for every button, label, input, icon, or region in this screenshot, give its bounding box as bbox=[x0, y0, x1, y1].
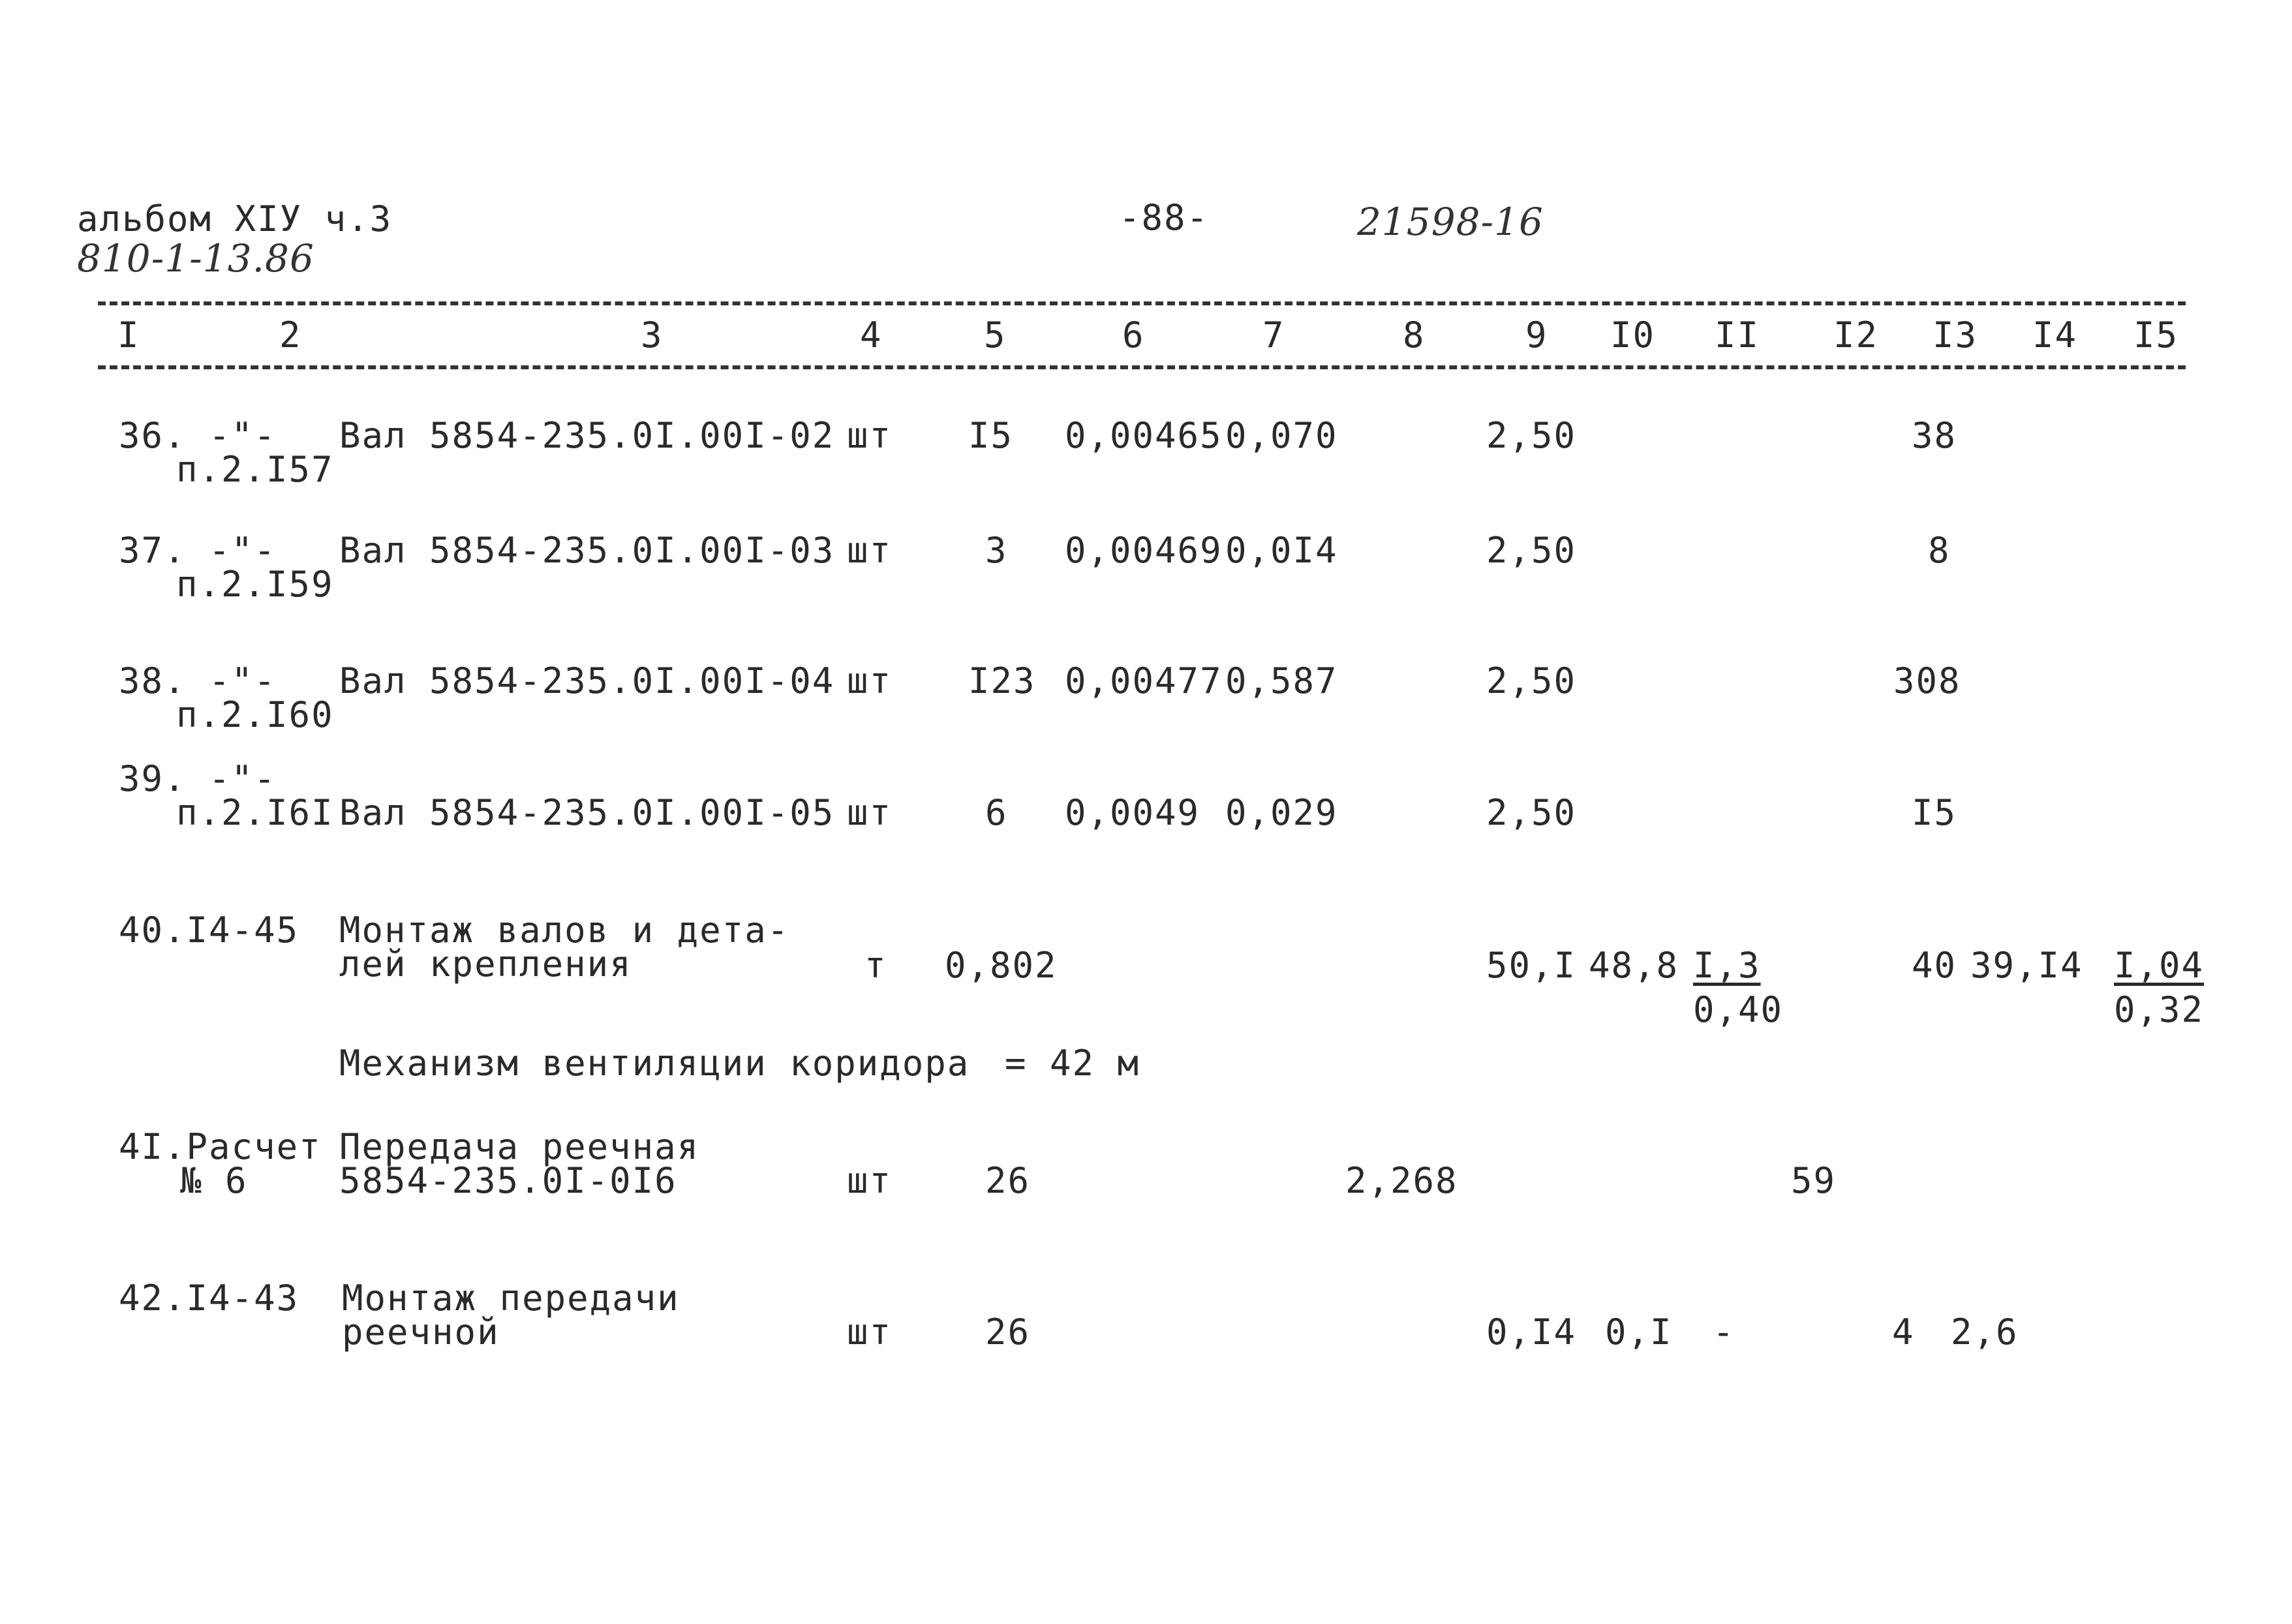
col-7-value: 0,029 bbox=[1225, 792, 1338, 833]
quantity: 0,802 bbox=[945, 945, 1058, 986]
item-name-line-2: 5854-235.0I-0I6 bbox=[339, 1160, 677, 1201]
col-9-value: 50,I bbox=[1486, 945, 1577, 986]
col-13-value: 38 bbox=[1912, 415, 1957, 456]
row-reference: п.2.I6I bbox=[176, 792, 334, 833]
col-11-denominator: 0,40 bbox=[1693, 989, 1784, 1030]
col-6-value: 0,00477 bbox=[1065, 660, 1223, 701]
col-9-value: 0,I4 bbox=[1486, 1311, 1577, 1353]
item-name-line-2: реечной bbox=[342, 1311, 500, 1353]
quantity: 26 bbox=[985, 1160, 1031, 1201]
col-14-value: 39,I4 bbox=[1970, 945, 2083, 986]
col-12-value: 59 bbox=[1791, 1160, 1837, 1201]
col-13-value: I5 bbox=[1912, 792, 1957, 833]
row-number: 38. -"- bbox=[119, 660, 277, 701]
header-top-rule bbox=[98, 301, 2186, 305]
header-bottom-rule bbox=[98, 365, 2186, 369]
item-name-line-2: лей крепления bbox=[339, 943, 632, 985]
unit: шт bbox=[847, 1311, 893, 1353]
col-9-value: 2,50 bbox=[1486, 792, 1577, 833]
row-reference: п.2.I59 bbox=[176, 564, 334, 605]
item-name-line-1: Передача реечная bbox=[339, 1126, 700, 1167]
item-name: Вал 5854-235.0I.00I-03 bbox=[339, 530, 835, 571]
column-header-4: 4 bbox=[860, 314, 883, 356]
column-header-11: II bbox=[1715, 314, 1760, 356]
col-7-value: 0,0I4 bbox=[1225, 530, 1338, 571]
col-13-value: 4 bbox=[1892, 1311, 1915, 1353]
item-name-line-1: Монтаж валов и дета- bbox=[339, 910, 790, 951]
column-header-12: I2 bbox=[1833, 314, 1879, 356]
album-title: альбом XIУ ч.3 bbox=[77, 198, 393, 239]
column-header-10: I0 bbox=[1610, 314, 1656, 356]
col-10-value: 48,8 bbox=[1589, 945, 1679, 986]
unit: шт bbox=[847, 660, 893, 701]
column-header-6: 6 bbox=[1122, 314, 1145, 356]
unit: шт bbox=[847, 792, 893, 833]
item-name: Вал 5854-235.0I.00I-05 bbox=[339, 792, 835, 833]
col-9-value: 2,50 bbox=[1486, 660, 1577, 701]
quantity: 26 bbox=[985, 1311, 1031, 1353]
column-header-13: I3 bbox=[1933, 314, 1978, 356]
col-6-value: 0,00465 bbox=[1065, 415, 1223, 456]
col-9-value: 2,50 bbox=[1486, 415, 1577, 456]
row-reference: п.2.I57 bbox=[176, 449, 334, 490]
col-15-denominator: 0,32 bbox=[2114, 989, 2205, 1030]
col-14-value: 2,6 bbox=[1951, 1311, 2019, 1353]
row-number: 40.I4-45 bbox=[119, 910, 299, 951]
column-header-7: 7 bbox=[1262, 314, 1285, 356]
row-number: 42.I4-43 bbox=[119, 1278, 299, 1319]
row-number: 37. -"- bbox=[119, 530, 277, 571]
item-name: Вал 5854-235.0I.00I-04 bbox=[339, 660, 835, 701]
page-number: -88- bbox=[1119, 197, 1210, 238]
quantity: I23 bbox=[968, 660, 1036, 701]
row-number: 4I.Расчет bbox=[119, 1126, 322, 1167]
column-header-15: I5 bbox=[2133, 314, 2179, 356]
unit: т bbox=[864, 945, 887, 986]
row-number: 39. -"- bbox=[119, 758, 277, 799]
col-9-value: 2,50 bbox=[1486, 530, 1577, 571]
unit: шт bbox=[847, 530, 893, 571]
unit: шт bbox=[847, 415, 893, 456]
col-8-value: 2,268 bbox=[1345, 1160, 1458, 1201]
section-length: = 42 м bbox=[1005, 1043, 1140, 1084]
col-13-value: 308 bbox=[1893, 660, 1961, 701]
col-6-value: 0,0049 bbox=[1065, 792, 1200, 833]
column-header-9: 9 bbox=[1525, 314, 1548, 356]
col-10-value: 0,I bbox=[1605, 1311, 1673, 1353]
col-7-value: 0,070 bbox=[1225, 415, 1338, 456]
col-7-value: 0,587 bbox=[1225, 660, 1338, 701]
column-header-5: 5 bbox=[984, 314, 1007, 356]
column-header-3: 3 bbox=[641, 314, 664, 356]
album-code: 810-1-13.86 bbox=[77, 236, 314, 281]
col-6-value: 0,00469 bbox=[1065, 530, 1223, 571]
unit: шт bbox=[847, 1160, 893, 1201]
section-title: Механизм вентиляции коридора bbox=[339, 1043, 970, 1084]
quantity: 6 bbox=[985, 792, 1008, 833]
column-header-2: 2 bbox=[279, 314, 302, 356]
column-header-8: 8 bbox=[1403, 314, 1426, 356]
col-11-value: - bbox=[1713, 1311, 1735, 1353]
item-name-line-1: Монтаж передачи bbox=[342, 1278, 680, 1319]
col-13-value: 40 bbox=[1912, 945, 1957, 986]
item-name: Вал 5854-235.0I.00I-02 bbox=[339, 415, 835, 456]
quantity: I5 bbox=[968, 415, 1014, 456]
document-number: 21598-16 bbox=[1357, 200, 1544, 244]
row-reference: п.2.I60 bbox=[176, 694, 334, 735]
column-header-1: I bbox=[117, 314, 140, 356]
row-number: 36. -"- bbox=[119, 415, 277, 456]
col-13-value: 8 bbox=[1928, 530, 1951, 571]
col-11-numerator: I,3 bbox=[1693, 945, 1761, 986]
row-reference: № 6 bbox=[180, 1160, 248, 1201]
col-15-numerator: I,04 bbox=[2114, 945, 2205, 986]
quantity: 3 bbox=[985, 530, 1008, 571]
column-header-14: I4 bbox=[2032, 314, 2078, 356]
